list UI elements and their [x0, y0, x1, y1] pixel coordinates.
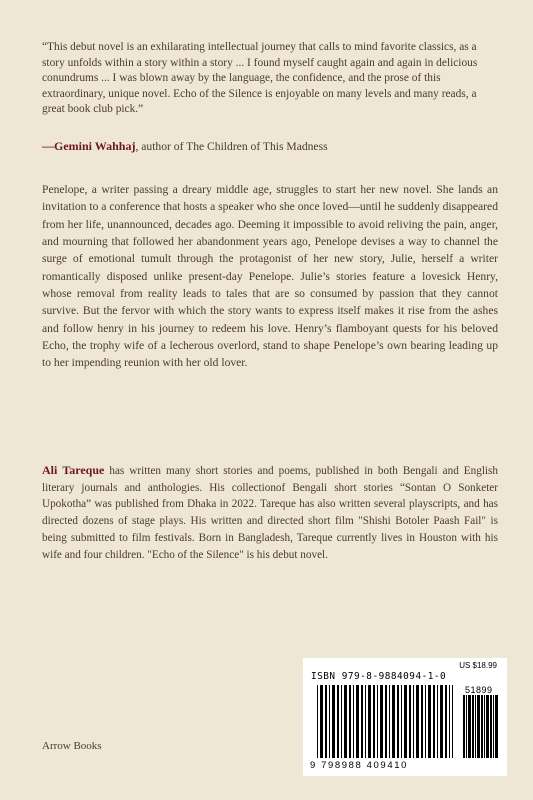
author-bio-text: has written many short stories and poems, published in both Bengali and English literary journals and anthologies. His collectionof Bengali short stories “Sontan O Sonketer Upokotha” was published from Dhaka in 2022. Tareque has also written several playscripts, and has directed dozens of stage plays. His written and directed short film "Shishi Botoler Paash Fail" is being submitted to film festivals. Born in Bangladesh, Tareque currently lives in Houston with his wife and four children. "Echo of the Silence" is his debut novel.: [42, 465, 498, 561]
isbn-label: ISBN 979-8-9884094-1-0: [311, 671, 447, 682]
barcode-bar: [468, 695, 471, 758]
barcode-bar: [416, 685, 419, 758]
barcode-bar: [385, 685, 387, 758]
barcode-bar: [368, 685, 371, 758]
barcode-digits: 9 798988 409410: [310, 760, 408, 771]
barcode-bar: [356, 685, 359, 758]
barcode-bar: [475, 695, 476, 758]
barcode-bar: [425, 685, 426, 758]
barcode-bar: [421, 685, 423, 758]
barcode-bar: [413, 685, 414, 758]
barcode-bar: [401, 685, 402, 758]
barcode-bar: [445, 685, 447, 758]
barcode-bar: [344, 685, 347, 758]
barcode-bar: [349, 685, 351, 758]
barcode-bar: [484, 695, 485, 758]
barcode-bar: [440, 685, 443, 758]
barcode-bar: [380, 685, 383, 758]
barcode-bar: [409, 685, 411, 758]
barcode-bar: [320, 685, 323, 758]
author-name: Ali Tareque: [42, 463, 105, 477]
price-label: US $18.99: [459, 661, 497, 670]
barcode-bar: [341, 685, 342, 758]
barcode-bar: [361, 685, 363, 758]
barcode-bar: [428, 685, 431, 758]
barcode-bar: [495, 695, 498, 758]
isbn-barcode: [303, 658, 507, 776]
barcode-bar: [437, 685, 438, 758]
barcode-bar: [373, 685, 375, 758]
barcode-bar: [477, 695, 480, 758]
review-quote-text: “This debut novel is an exhilarating intellectual journey that calls to mind favorite classics, as a story unfolds within a story within a story ... I found myself caught again and again in delicious conundrums ... I was blown away by the language, the confidence, and the prose of this extraordinary, unique novel. Echo of the Silence is enjoyable on many levels and many reads, a great book club pick.”: [42, 41, 478, 116]
barcode-bar: [490, 695, 492, 758]
review-quote: [42, 40, 498, 118]
barcode-bar: [472, 695, 474, 758]
barcode-bar: [329, 685, 330, 758]
barcode-bar: [392, 685, 395, 758]
barcode-bar: [433, 685, 435, 758]
barcode-bar: [353, 685, 354, 758]
barcode-bar: [452, 685, 453, 758]
barcode-bar: [463, 695, 465, 758]
barcode-bar: [404, 685, 407, 758]
publisher-name: Arrow Books: [42, 740, 102, 752]
reviewer-credit: , author of The Children of This Madness: [135, 140, 328, 153]
book-synopsis: Penelope, a writer passing a dreary middle age, struggles to start her new novel. She lands an invitation to a conference that hosts a speaker who she once loved—until he suddenly disappeared from her life, unannounced, decades ago. Deeming it impossible to avoid reliving the pain, anger, and mourning that followed her abandonment years ago, Penelope devises a way to channel the surge of emotional tumult through the protagonist of her new story, Julie, herself a writer romantically disposed unlike present-day Penelope. Julie’s stories feature a lovesick Henry, whose removal from reality leads to tales that are so consumed by passion that they cannot survive. But the fervor with which the story wants to express itself makes it rise from the ashes and follow henry in his journey to redeem his love. Henry’s flamboyant quests for his beloved Echo, the trophy wife of a lecherous overlord, stand to shape Penelope’s own bearing leading up to her impending reunion with her old lover.: [42, 183, 498, 370]
barcode-bar: [365, 685, 366, 758]
barcode-bar: [397, 685, 399, 758]
barcode-bar: [389, 685, 390, 758]
barcode-bar: [466, 695, 467, 758]
review-attribution: [42, 139, 502, 154]
barcode-bar: [317, 685, 318, 758]
barcode-bar: [449, 685, 450, 758]
barcode-bar: [377, 685, 378, 758]
barcode-bar: [332, 685, 335, 758]
barcode-bars: [303, 658, 507, 776]
author-bio: [42, 462, 498, 563]
barcode-bar: [481, 695, 483, 758]
addon-digits: 51899: [465, 685, 493, 695]
reviewer-name: —Gemini Wahhaj: [42, 139, 136, 153]
barcode-bar: [493, 695, 494, 758]
barcode-bar: [325, 685, 327, 758]
barcode-bar: [486, 695, 489, 758]
barcode-bar: [337, 685, 339, 758]
